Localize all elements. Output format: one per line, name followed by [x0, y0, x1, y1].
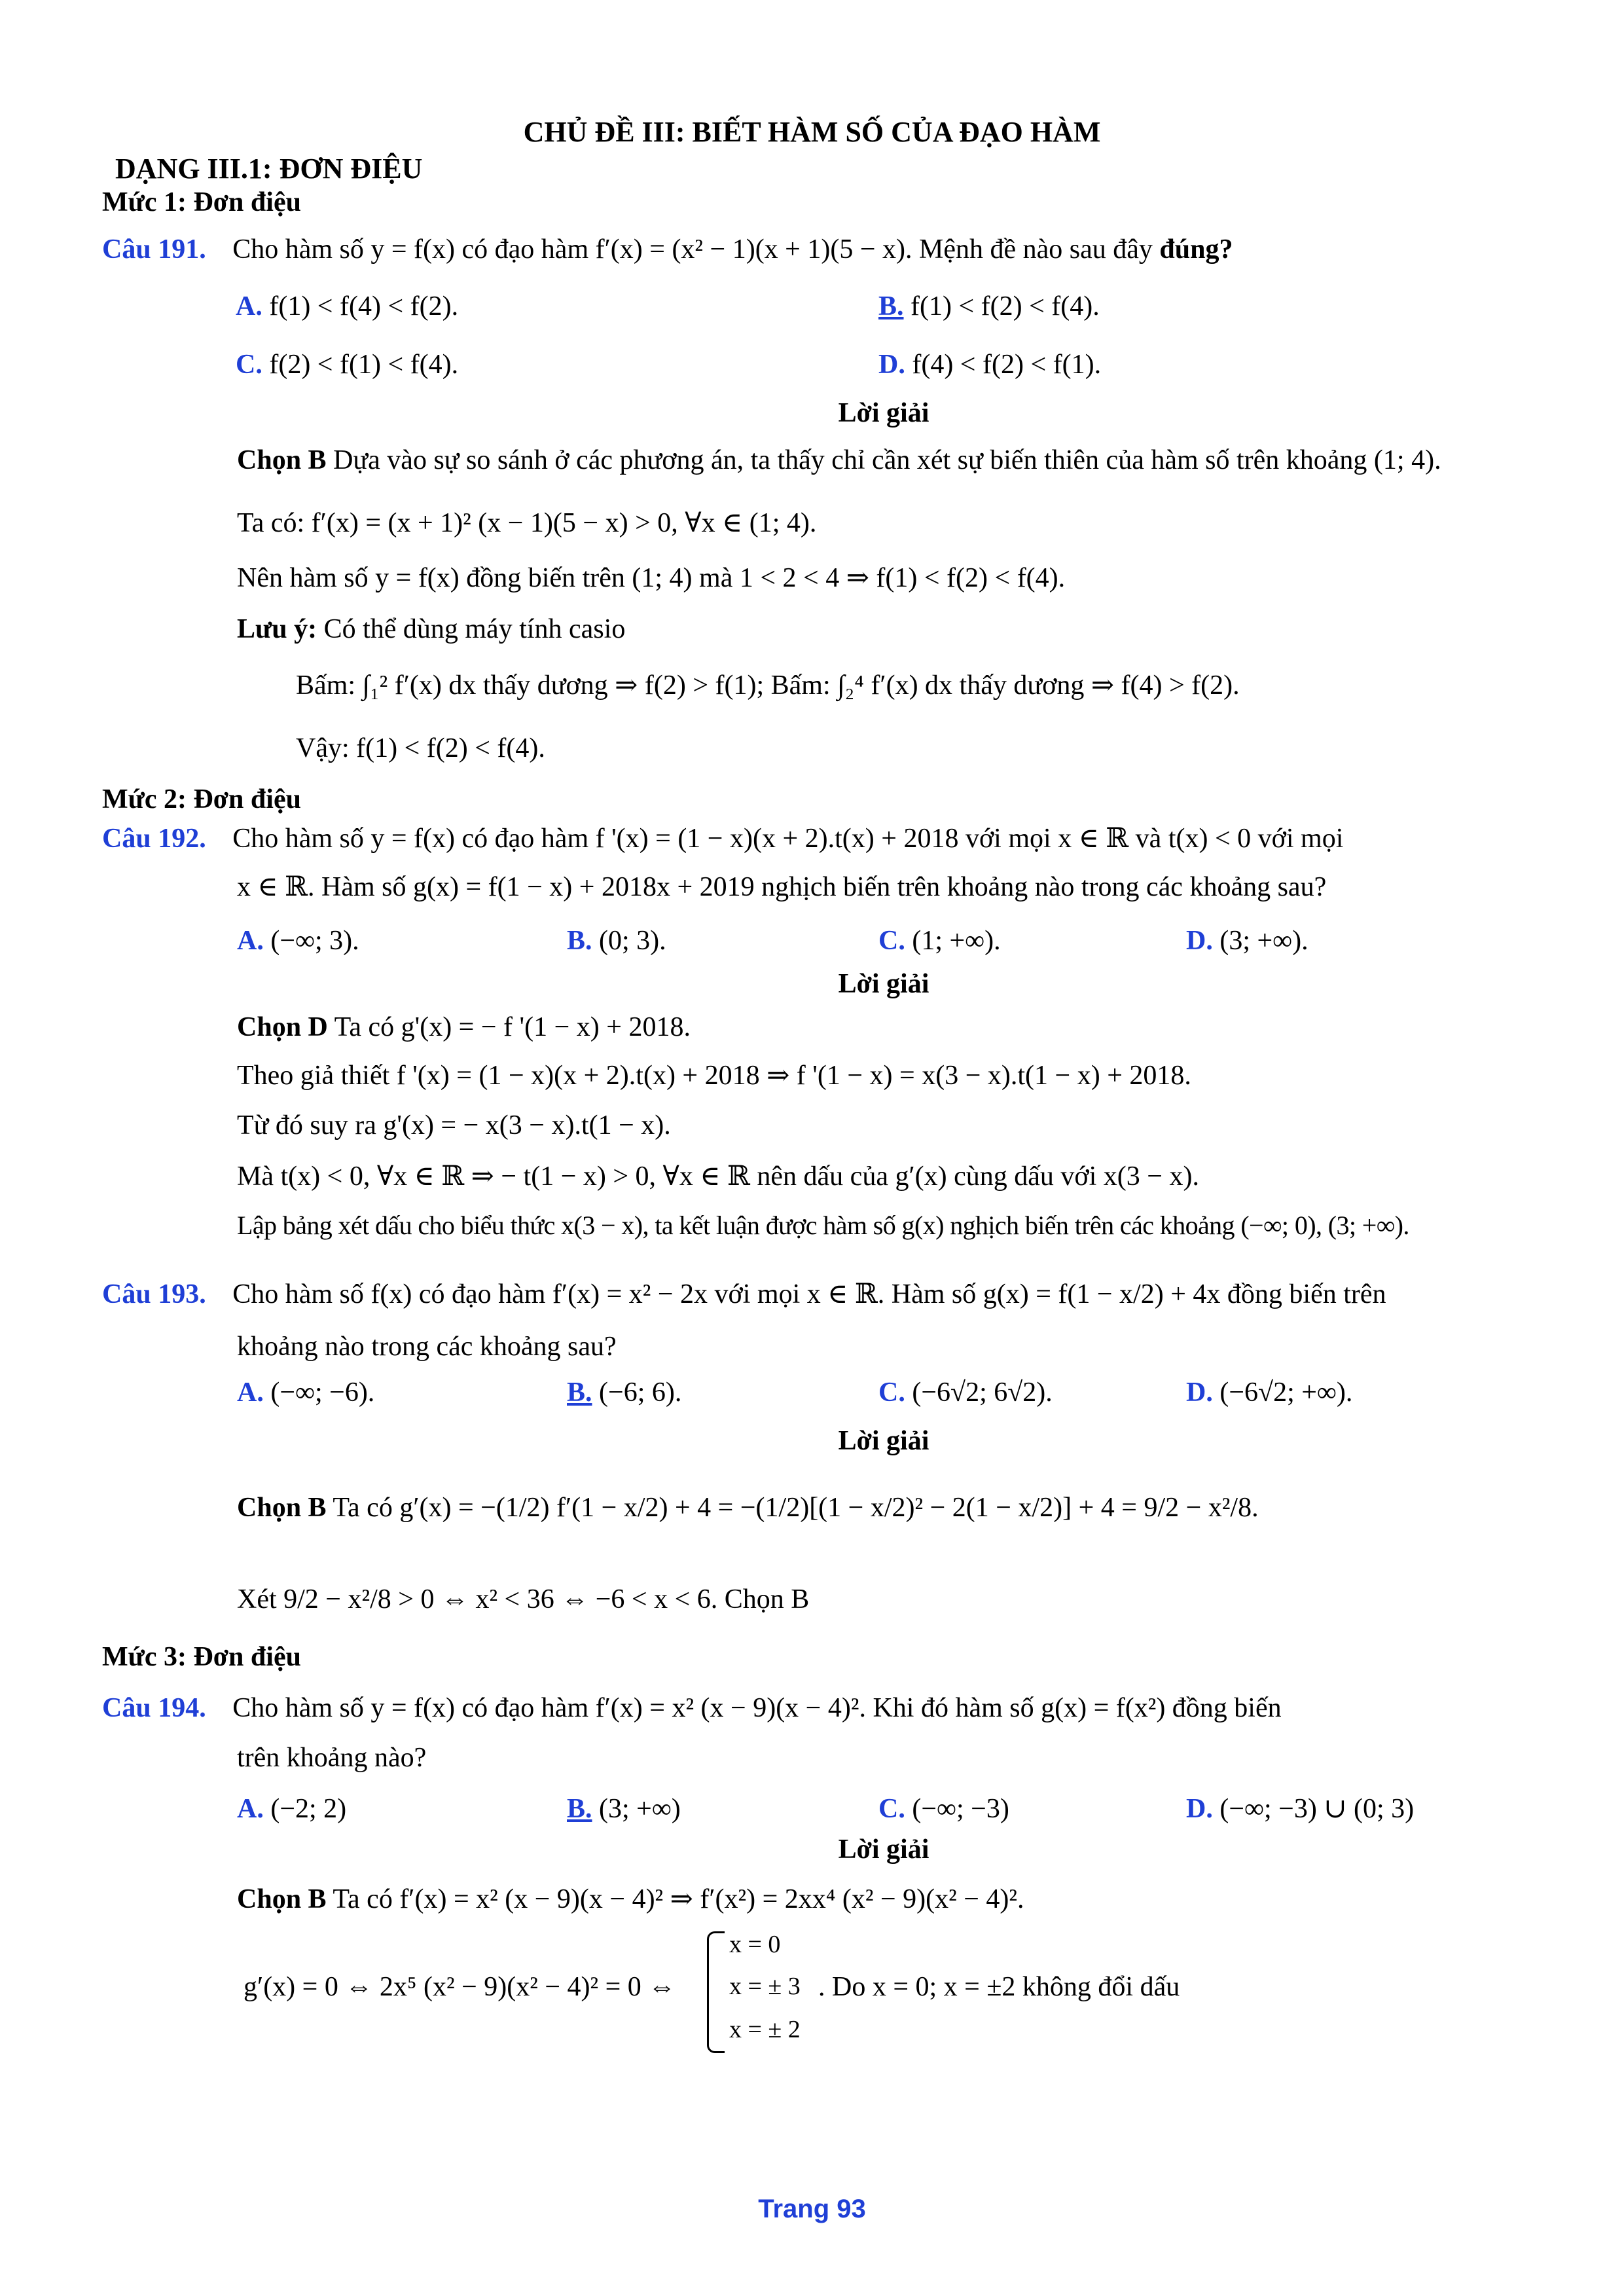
- solution-line: Bấm: ∫₁² f′(x) dx thấy dương ⇒ f(2) > f(1); Bấm: ∫₂⁴ f′(x) dx thấy dương ⇒ f(4) > f(2).: [296, 670, 1240, 701]
- solution-line: Xét 9/2 − x²/8 > 0 ⇔ x² < 36 ⇔ −6 < x < 6. Chọn B: [237, 1584, 810, 1614]
- question-text: Cho hàm số y = f(x) có đạo hàm f′(x) = (x² − 1)(x + 1)(5 − x). Mệnh đề nào sau đây: [232, 234, 1153, 264]
- question-194: [102, 1692, 1282, 1724]
- solution-line: Chọn D Ta có g'(x) = − f '(1 − x) + 2018.: [237, 1012, 691, 1042]
- option-a: A. (−2; 2): [237, 1794, 347, 1824]
- case-line: x = ± 3: [729, 1973, 801, 2000]
- question-label: Câu 192.: [102, 824, 206, 854]
- option-b: B. (−6; 6).: [567, 1377, 682, 1408]
- solution-title: Lời giải: [838, 1834, 929, 1865]
- solution-line: Ta có: f′(x) = (x + 1)² (x − 1)(5 − x) > 0, ∀x ∈ (1; 4).: [237, 508, 817, 538]
- level-heading-2: Mức 2: Đơn điệu: [102, 784, 301, 814]
- question-label: Câu 194.: [102, 1693, 206, 1723]
- option-d: D. (−6√2; +∞).: [1186, 1377, 1353, 1408]
- solution-line: Chọn B Ta có g′(x) = −(1/2) f′(1 − x/2) + 4 = −(1/2)[(1 − x/2)² − 2(1 − x/2)] + 4 = 9/2 − x²/8.: [237, 1493, 1259, 1523]
- solution-line: g′(x) = 0 ⇔ 2x⁵ (x² − 9)(x² − 4)² = 0 ⇔: [244, 1972, 676, 2002]
- case-bracket: [707, 1931, 725, 2053]
- solution-line: Chọn B Ta có f′(x) = x² (x − 9)(x − 4)² ⇒ f′(x²) = 2xx⁴ (x² − 9)(x² − 4)².: [237, 1884, 1024, 1914]
- option-a: A. f(1) < f(4) < f(2).: [236, 291, 459, 321]
- case-line: x = 0: [729, 1931, 781, 1958]
- option-b: B. (0; 3).: [567, 926, 666, 956]
- solution-line: . Do x = 0; x = ±2 không đổi dấu: [818, 1972, 1180, 2002]
- note-line: Lưu ý: Có thể dùng máy tính casio: [237, 614, 626, 644]
- option-d: D. (−∞; −3) ∪ (0; 3): [1186, 1794, 1415, 1824]
- solution-title: Lời giải: [838, 969, 929, 999]
- solution-line: Vậy: f(1) < f(2) < f(4).: [296, 733, 545, 763]
- question-label: Câu 193.: [102, 1279, 206, 1309]
- solution-title: Lời giải: [838, 1426, 929, 1456]
- question-193: [102, 1278, 1386, 1311]
- case-line: x = ± 2: [729, 2016, 801, 2043]
- question-text: Cho hàm số y = f(x) có đạo hàm f′(x) = x² (x − 9)(x − 4)². Khi đó hàm số g(x) = f(x²) đồng biến: [232, 1693, 1282, 1723]
- question-text: Cho hàm số f(x) có đạo hàm f′(x) = x² − 2x với mọi x ∈ ℝ. Hàm số g(x) = f(1 − x/2) + 4x đồng biến trên: [232, 1279, 1386, 1309]
- solution-line: Mà t(x) < 0, ∀x ∈ ℝ ⇒ − t(1 − x) > 0, ∀x ∈ ℝ nên dấu của g′(x) cùng dấu với x(3 − x).: [237, 1161, 1199, 1192]
- question-192: [102, 822, 1343, 855]
- page-number: Trang 93: [758, 2195, 866, 2223]
- option-d: D. f(4) < f(2) < f(1).: [878, 350, 1102, 380]
- question-text: Cho hàm số y = f(x) có đạo hàm f '(x) = (1 − x)(x + 2).t(x) + 2018 với mọi x ∈ ℝ và t(x) < 0 với mọi: [232, 824, 1344, 854]
- option-c: C. f(2) < f(1) < f(4).: [236, 350, 459, 380]
- question-text: khoảng nào trong các khoảng sau?: [237, 1332, 617, 1362]
- solution-line: Lập bảng xét dấu cho biểu thức x(3 − x), ta kết luận được hàm số g(x) nghịch biến trên các khoảng (−∞; 0), (3; +∞).: [237, 1211, 1409, 1240]
- section-heading: DẠNG III.1: ĐƠN ĐIỆU: [115, 153, 423, 185]
- solution-line: Chọn B Dựa vào sự so sánh ở các phương án, ta thấy chỉ cần xét sự biến thiên của hàm số trên khoảng (1; 4).: [237, 445, 1441, 475]
- option-d: D. (3; +∞).: [1186, 926, 1308, 956]
- question-text: trên khoảng nào?: [237, 1743, 427, 1773]
- option-c: C. (1; +∞).: [878, 926, 1001, 956]
- level-heading-1: Mức 1: Đơn điệu: [102, 187, 301, 217]
- solution-title: Lời giải: [838, 398, 929, 428]
- option-a: A. (−∞; 3).: [237, 926, 359, 956]
- option-b: B. (3; +∞): [567, 1794, 681, 1824]
- solution-line: Theo giả thiết f '(x) = (1 − x)(x + 2).t(x) + 2018 ⇒ f '(1 − x) = x(3 − x).t(1 − x) + 2018.: [237, 1061, 1191, 1091]
- question-text: x ∈ ℝ. Hàm số g(x) = f(1 − x) + 2018x + 2019 nghịch biến trên khoảng nào trong các khoảng sau?: [237, 872, 1327, 902]
- page-title: CHỦ ĐỀ III: BIẾT HÀM SỐ CỦA ĐẠO HÀM: [523, 116, 1101, 148]
- question-emphasis: đúng?: [1159, 234, 1233, 264]
- option-b: B. f(1) < f(2) < f(4).: [878, 291, 1100, 321]
- question-label: Câu 191.: [102, 234, 206, 264]
- level-heading-3: Mức 3: Đơn điệu: [102, 1642, 301, 1672]
- option-c: C. (−∞; −3): [878, 1794, 1009, 1824]
- solution-line: Nên hàm số y = f(x) đồng biến trên (1; 4) mà 1 < 2 < 4 ⇒ f(1) < f(2) < f(4).: [237, 563, 1066, 593]
- option-a: A. (−∞; −6).: [237, 1377, 375, 1408]
- solution-line: Từ đó suy ra g'(x) = − x(3 − x).t(1 − x).: [237, 1110, 671, 1140]
- question-191: [102, 233, 1233, 266]
- option-c: C. (−6√2; 6√2).: [878, 1377, 1053, 1408]
